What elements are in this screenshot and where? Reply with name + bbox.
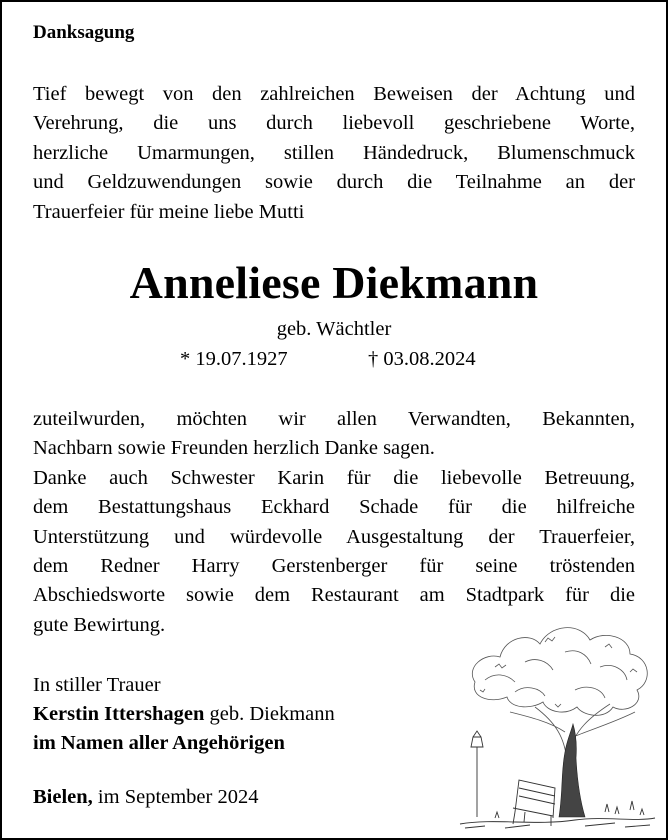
thanks-line: gute Bewirtung. xyxy=(33,613,166,636)
intro-line: Tief bewegt von den zahlreichen Beweisen der Achtung und xyxy=(33,83,635,105)
deceased-name: Anneliese Diekmann xyxy=(129,257,539,308)
place-date xyxy=(33,786,258,809)
intro-line: Verehrung, die uns durch liebevoll geschriebene Worte, xyxy=(33,112,635,135)
tree-with-bench-illustration-icon xyxy=(455,612,660,830)
intro-line: Trauerfeier für meine liebe Mutti xyxy=(33,200,305,223)
thanks-paragraph xyxy=(33,405,635,640)
thanks-line: Abschiedsworte sowie dem Restaurant am Stadtpark für die xyxy=(33,584,635,607)
intro-paragraph xyxy=(33,80,635,227)
thanks-line: dem Bestattungshaus Eckhard Schade für die hilfreiche xyxy=(33,496,635,519)
thanks-line: Danke auch Schwester Karin für die liebevolle Betreuung, xyxy=(33,466,635,489)
thanks-line: Nachbarn sowie Freunden herzlich Danke sagen. xyxy=(33,437,435,460)
death-date: † 03.08.2024 xyxy=(368,348,476,370)
notice-heading: Danksagung xyxy=(33,22,135,43)
intro-line: und Geldzuwendungen sowie durch die Teilnahme an der xyxy=(33,171,635,194)
mourning-line: In stiller Trauer xyxy=(33,674,161,696)
birth-date: * 19.07.1927 xyxy=(180,348,288,370)
relatives-line: im Namen aller Angehörigen xyxy=(33,732,285,754)
intro-line: herzliche Umarmungen, stillen Händedruck, Blumenschmuck xyxy=(33,141,635,164)
thanks-line: Unterstützung und würdevolle Ausgestaltung der Trauerfeier, xyxy=(33,525,635,548)
signatory-name: Kerstin Ittershagen xyxy=(33,703,205,725)
signatory-nee: geb. Diekmann xyxy=(204,703,335,725)
maiden-name: geb. Wächtler xyxy=(276,318,392,340)
thanks-line: zuteilwurden, möchten wir allen Verwandten, Bekannten, xyxy=(33,408,635,430)
thanks-line: dem Redner Harry Gerstenberger für seine tröstenden xyxy=(33,555,635,578)
signatory xyxy=(33,700,335,729)
place-month: im September 2024 xyxy=(92,786,259,808)
place-city: Bielen, xyxy=(33,786,93,808)
